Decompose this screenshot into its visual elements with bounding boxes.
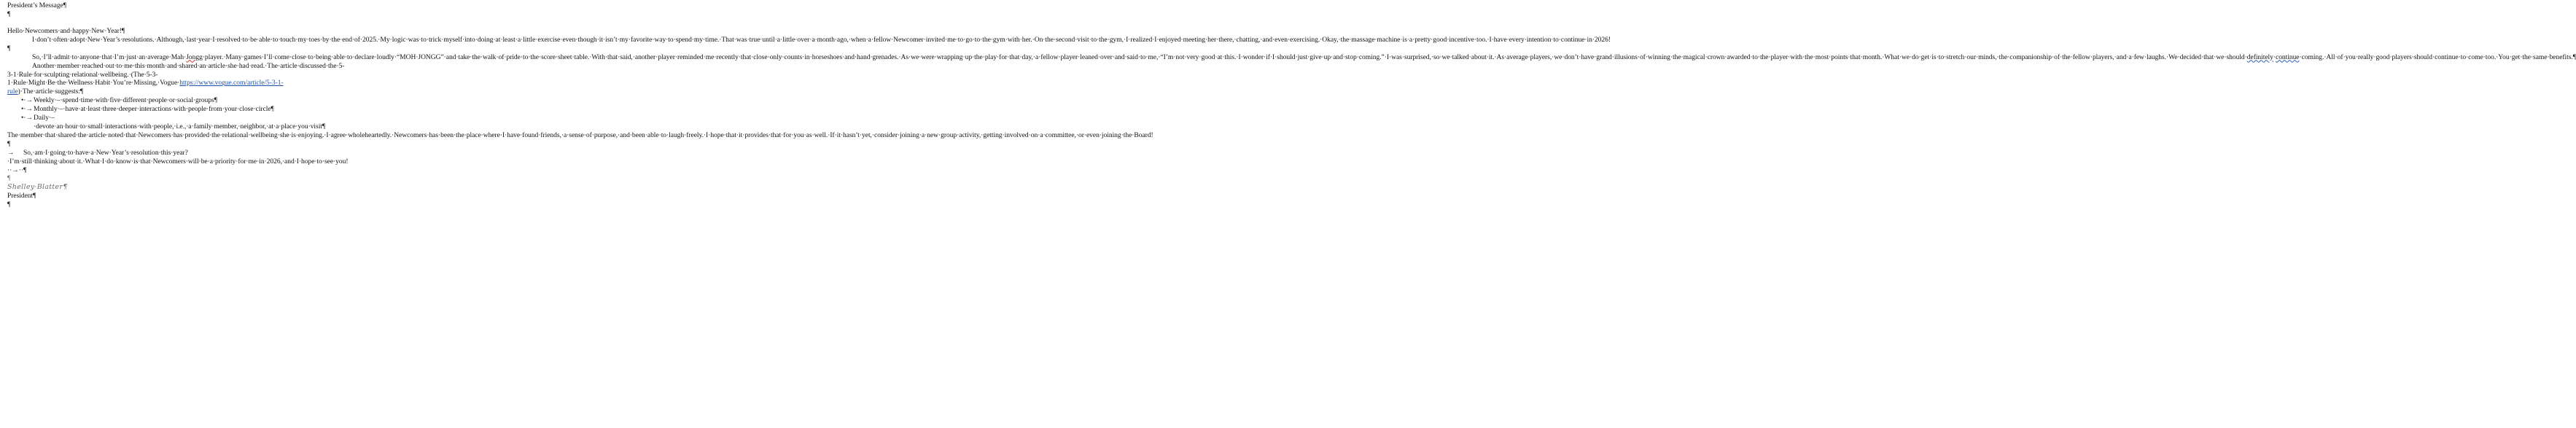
list-item	[21, 105, 319, 114]
end-paragraph-mark: ¶	[7, 201, 11, 209]
tab-arrow-icon: →	[7, 148, 15, 157]
paragraph-closing	[7, 148, 349, 175]
paragraph-resolution: I·don’t·often·adopt·New·Year’s·resolutions.·Although,·last·year·I·resolved·to·be·able·to·touch·my·toes·by·the·end·of·2025.·My·logic·was·to·trick·myself·into·doing·at·least·a·little·exercise·even·though·it·isn’t·my·favorite·way·to·spend·my·time.·That·was·true·until·a·little·over·a·month·ago,·when·a·fellow·Newcomer·invited·me·to·go·to·the·gym·with·her.·On·the·second·visit·to·the·gym,·I·realized·I·enjoyed·meeting·her·there,·chatting,·and·even·exercising.·Okay,·the·massage·machine·is·a·pretty·good·incentive·too.·I·have·every·intention·to·continue·in·2026!¶	[7, 35, 1611, 52]
signature-role: President¶	[7, 192, 36, 201]
blank-paragraph	[7, 10, 319, 19]
paragraph-article	[7, 61, 345, 97]
bullet-icon: •·→	[21, 114, 33, 122]
rule-bullet-list	[7, 96, 326, 131]
bullet-icon: •·→	[21, 105, 33, 114]
paragraph-mark: ¶	[7, 10, 11, 18]
spacer	[7, 19, 319, 27]
list-item-text: Daily·–·devote·an·hour·to·small·interactions·with·people,·i.e.,·a·family·member,·neighbor,·at·a·place·you·visit¶	[34, 114, 326, 131]
text-run: ·player.·Many·games·I’ll·come·close·to·being·able·to·declare·loudly·“MOH·JONGG”·and·take·the·walk·of·pride·to·the·score·sheet·table.·With·that·said,·another·player·reminded·me·recently·that·close·only·counts·in·horseshoes·and·hand·grenades.·As·we·were·wrapping·up·the·play·for·that·day,·a·fellow·player·leaned·over·and·said·to·me,·“I’m·not·very·good·at·this.·I·wonder·if·I·should·just·give·up·and·stop·coming.”·I·was·surprised,·so·we·talked·about·it.·As·average·players,·we·don’t·have·grand·illusions·of·winning·the·magical·crown·awarded·to·the·player·with·the·most·points·that·month.·What·we·do·get·is·to·stretch·our·minds,·the·companionship·of·the·fellow·players,·and·a·few·laughs.·We·decided·that·we·should·	[202, 52, 2247, 61]
signature: Shelley·Blatter¶	[7, 183, 68, 192]
text-run: So,·am·I·going·to·have·a·New·Year’s·resolution·this·year?·I’m·still·thinking·about·it.·What·I·do·know·is·that·Newcomers·will·be·a·priority·for·me·in·2026,·and·I·hope·to·see·you!··→··¶	[7, 148, 349, 174]
document-title: President’s Message¶	[7, 1, 67, 9]
text-run: ·	[2273, 52, 2276, 61]
text-run: ·coming.·All·of·you·really·good·players·should·continue·to·come·too.·You·get·the·same·benefits.¶	[2299, 52, 2576, 61]
list-item-text: Weekly·–·spend·time·with·five·different·people·or·social·groups¶	[34, 96, 218, 105]
text-run: )·The·article·suggests:¶	[17, 87, 84, 96]
grammar-check-word[interactable]: continue	[2276, 52, 2300, 61]
list-item-text: Monthly·–·have·at·least·three·deeper·interactions·with·people·from·your·close·circle¶	[34, 105, 274, 114]
text-run: So,·I’ll·admit·to·anyone·that·I’m·just·an·average·Mah·	[32, 52, 187, 61]
list-item	[21, 96, 319, 105]
paragraph-mahjongg	[7, 52, 2576, 62]
grammar-check-word[interactable]: definitely	[2246, 52, 2273, 61]
vogue-article-link[interactable]: https://www.vogue.com/article/5-3-1-rule	[7, 79, 284, 96]
paragraph-wellbeing: The·member·that·shared·the·article·noted·that·Newcomers·has·provided·the·relational·wellbeing·she·is·enjoying.·I·agree·wholeheartedly.·Newcomers·has·been·the·place·where·I·have·found·friends,·a·sense·of·purpose,·and·been·able·to·laugh·freely.·I·hope·that·it·provides·that·for·you·as·well.·If·it·hasn’t·yet,·consider·joining·a·new·group·activity,·getting·involved·on·a·committee,·or·even·joining·the·Board!¶	[7, 131, 1153, 148]
spellcheck-word[interactable]: Jongg	[186, 52, 203, 61]
greeting: Hello·Newcomers·and·happy·New·Year!¶	[7, 27, 125, 35]
list-item	[21, 114, 326, 131]
grey-paragraph-mark: ¶	[7, 174, 11, 183]
text-run: Another·member·reached·out·to·me·this·month·and·shared·an·article·she·had·read.·The·article·discussed·the·5-3-1·Rule·for·sculpting·relational·wellbeing.·(The·5-3-1·Rule·Might·Be·the·Wellness·Habit·You’re·Missing,·Vogue·	[7, 61, 345, 87]
bullet-icon: •·→	[21, 96, 33, 105]
